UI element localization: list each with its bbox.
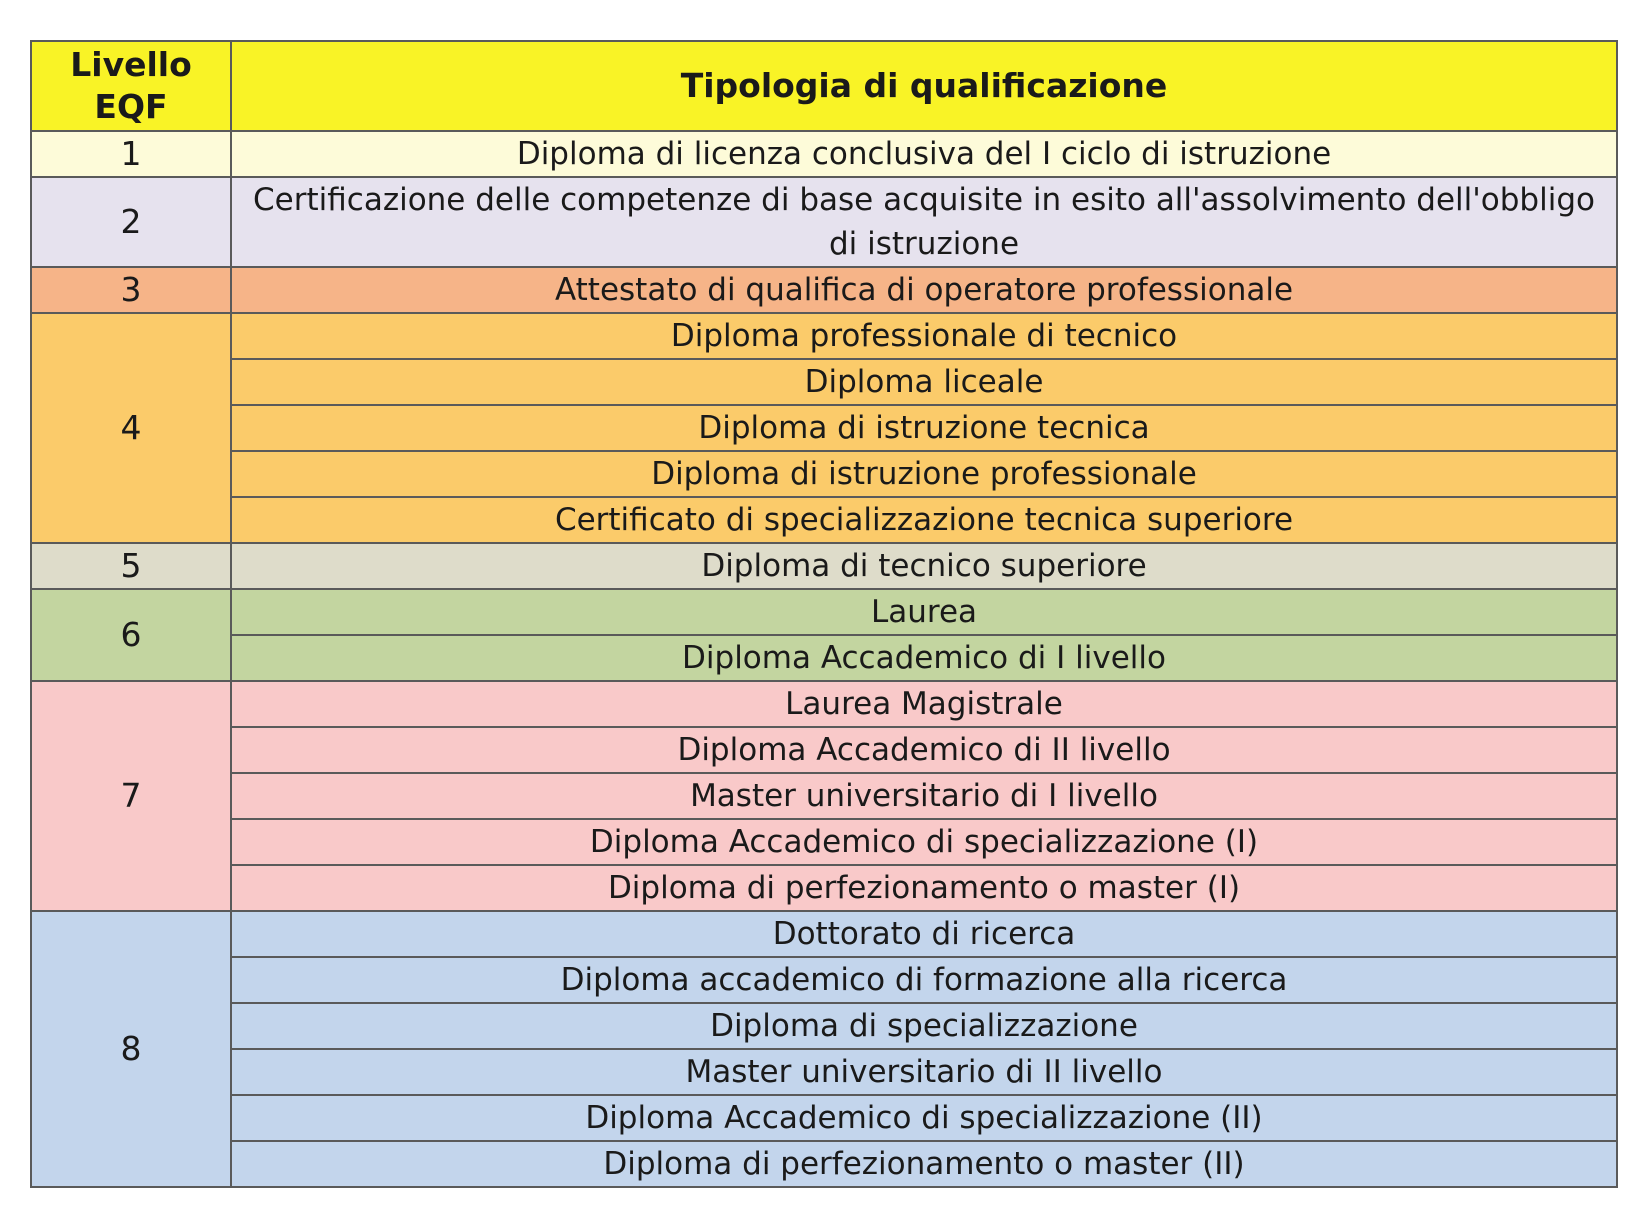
table-row (31, 681, 1617, 727)
qualification-cell: Diploma di tecnico superiore (231, 543, 1617, 589)
table-row (31, 131, 1617, 177)
table-row (31, 405, 1617, 451)
table-row (31, 1141, 1617, 1187)
eqf-level-cell: 8 (31, 911, 231, 1187)
qualification-cell: Diploma accademico di formazione alla ricerca (231, 957, 1617, 1003)
table-row (31, 497, 1617, 543)
qualification-cell: Laurea (231, 589, 1617, 635)
table-row (31, 359, 1617, 405)
qualification-cell: Diploma Accademico di II livello (231, 727, 1617, 773)
eqf-level-cell: 3 (31, 267, 231, 313)
qualification-cell: Diploma professionale di tecnico (231, 313, 1617, 359)
table-row (31, 589, 1617, 635)
qualification-cell: Laurea Magistrale (231, 681, 1617, 727)
table-row (31, 177, 1617, 267)
table-body (31, 131, 1617, 1187)
table-row (31, 635, 1617, 681)
qualification-cell: Diploma liceale (231, 359, 1617, 405)
eqf-level-cell: 4 (31, 313, 231, 543)
table-row (31, 773, 1617, 819)
qualification-cell: Diploma Accademico di I livello (231, 635, 1617, 681)
table-row (31, 1095, 1617, 1141)
qualification-cell: Diploma di istruzione professionale (231, 451, 1617, 497)
qualification-cell: Master universitario di I livello (231, 773, 1617, 819)
qualification-cell: Diploma di perfezionamento o master (II) (231, 1141, 1617, 1187)
table-row (31, 543, 1617, 589)
qualification-cell: Diploma di specializzazione (231, 1003, 1617, 1049)
table-row (31, 911, 1617, 957)
table-header (31, 41, 1617, 131)
qualification-cell: Master universitario di II livello (231, 1049, 1617, 1095)
table-row (31, 865, 1617, 911)
table-row (31, 1003, 1617, 1049)
eqf-qualification-table (30, 40, 1618, 1188)
qualification-cell: Diploma Accademico di specializzazione (II) (231, 1095, 1617, 1141)
table-row (31, 267, 1617, 313)
header-qualification-type: Tipologia di qualificazione (231, 41, 1617, 131)
eqf-level-cell: 5 (31, 543, 231, 589)
qualification-cell: Diploma di istruzione tecnica (231, 405, 1617, 451)
qualification-cell: Dottorato di ricerca (231, 911, 1617, 957)
header-row (31, 41, 1617, 131)
qualification-cell: Diploma Accademico di specializzazione (I) (231, 819, 1617, 865)
qualification-cell: Certificazione delle competenze di base acquisite in esito all'assolvimento dell'obbligo di istruzione (231, 177, 1617, 267)
qualification-cell: Diploma di licenza conclusiva del I ciclo di istruzione (231, 131, 1617, 177)
header-level-eqf: Livello EQF (31, 41, 231, 131)
table-row (31, 727, 1617, 773)
table-row (31, 313, 1617, 359)
qualification-cell: Attestato di qualifica di operatore professionale (231, 267, 1617, 313)
eqf-level-cell: 2 (31, 177, 231, 267)
table-row (31, 957, 1617, 1003)
table-row (31, 819, 1617, 865)
table-row (31, 451, 1617, 497)
eqf-level-cell: 1 (31, 131, 231, 177)
eqf-level-cell: 6 (31, 589, 231, 681)
qualification-cell: Certificato di specializzazione tecnica superiore (231, 497, 1617, 543)
table-row (31, 1049, 1617, 1095)
eqf-level-cell: 7 (31, 681, 231, 911)
qualification-cell: Diploma di perfezionamento o master (I) (231, 865, 1617, 911)
